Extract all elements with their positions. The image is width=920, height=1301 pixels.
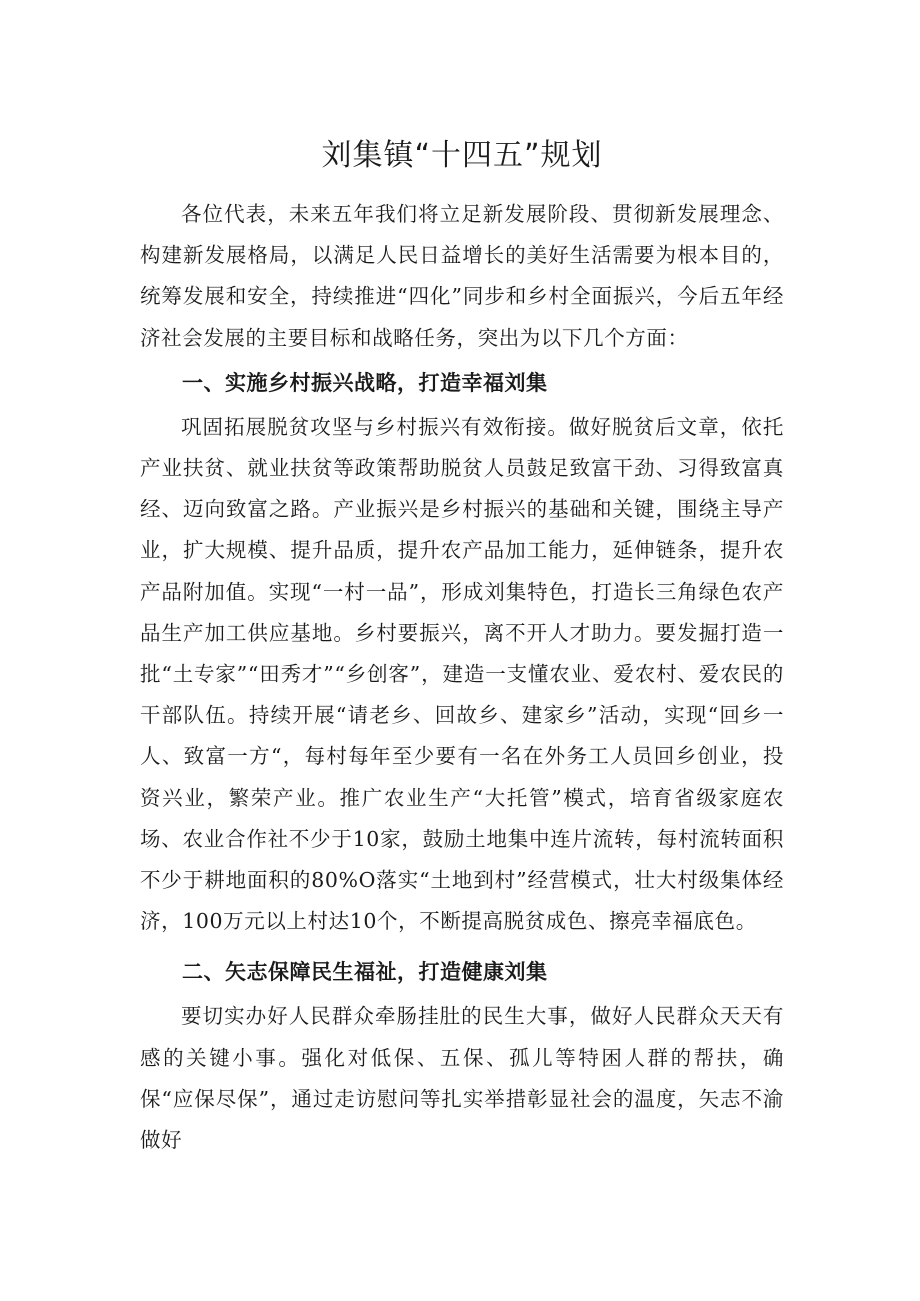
section-2-body: 要切实办好人民群众牵肠挂肚的民生大事，做好人民群众天天有感的关键小事。强化对低保、五保、孤儿等特困人群的帮扶，确保“应保尽保”，通过走访慰问等扎实举措彰显社会的温度，矢志不渝做好 [140, 1004, 784, 1153]
intro-paragraph: 各位代表，未来五年我们将立足新发展阶段、贯彻新发展理念、构建新发展格局，以满足人民日益增长的美好生活需要为根本目的，统筹发展和安全，持续推进“四化”同步和乡村全面振兴，今后五年经济社会发展的主要目标和战略任务，突出为以下几个方面： [140, 202, 784, 350]
section-2-heading: 二、矢志保障民生福祉，打造健康刘集 [182, 960, 548, 985]
document-title: 刘集镇“十四五”规划 [321, 138, 603, 173]
document-page [140, 130, 784, 1161]
section-1-heading: 一、实施乡村振兴战略，打造幸福刘集 [182, 370, 548, 395]
section-1-body: 巩固拓展脱贫攻坚与乡村振兴有效衔接。做好脱贫后文章，依托产业扶贫、就业扶贫等政策帮助脱贫人员鼓足致富干劲、习得致富真经、迈向致富之路。产业振兴是乡村振兴的基础和关键，围绕主导产业，扩大规模、提升品质，提升农产品加工能力，延伸链条，提升农产品附加值。实现“一村一品”，形成刘集特色，打造长三角绿色农产品生产加工供应基地。乡村要振兴，离不开人才助力。要发掘打造一批“土专家”“田秀才”“乡创客”，建造一支懂农业、爱农村、爱农民的干部队伍。持续开展“请老乡、回故乡、建家乡”活动，实现“回乡一人、致富一方“，每村每年至少要有一名在外务工人员回乡创业，投资兴业，繁荣产业。推广农业生产“大托管”模式，培育省级家庭农场、农业合作社不少于10家，鼓励土地集中连片流转，每村流转面积不少于耕地面积的80%O落实“土地到村”经营模式，壮大村级集体经济，100万元以上村达10个，不断提高脱贫成色、擦亮幸福底色。 [140, 414, 784, 934]
